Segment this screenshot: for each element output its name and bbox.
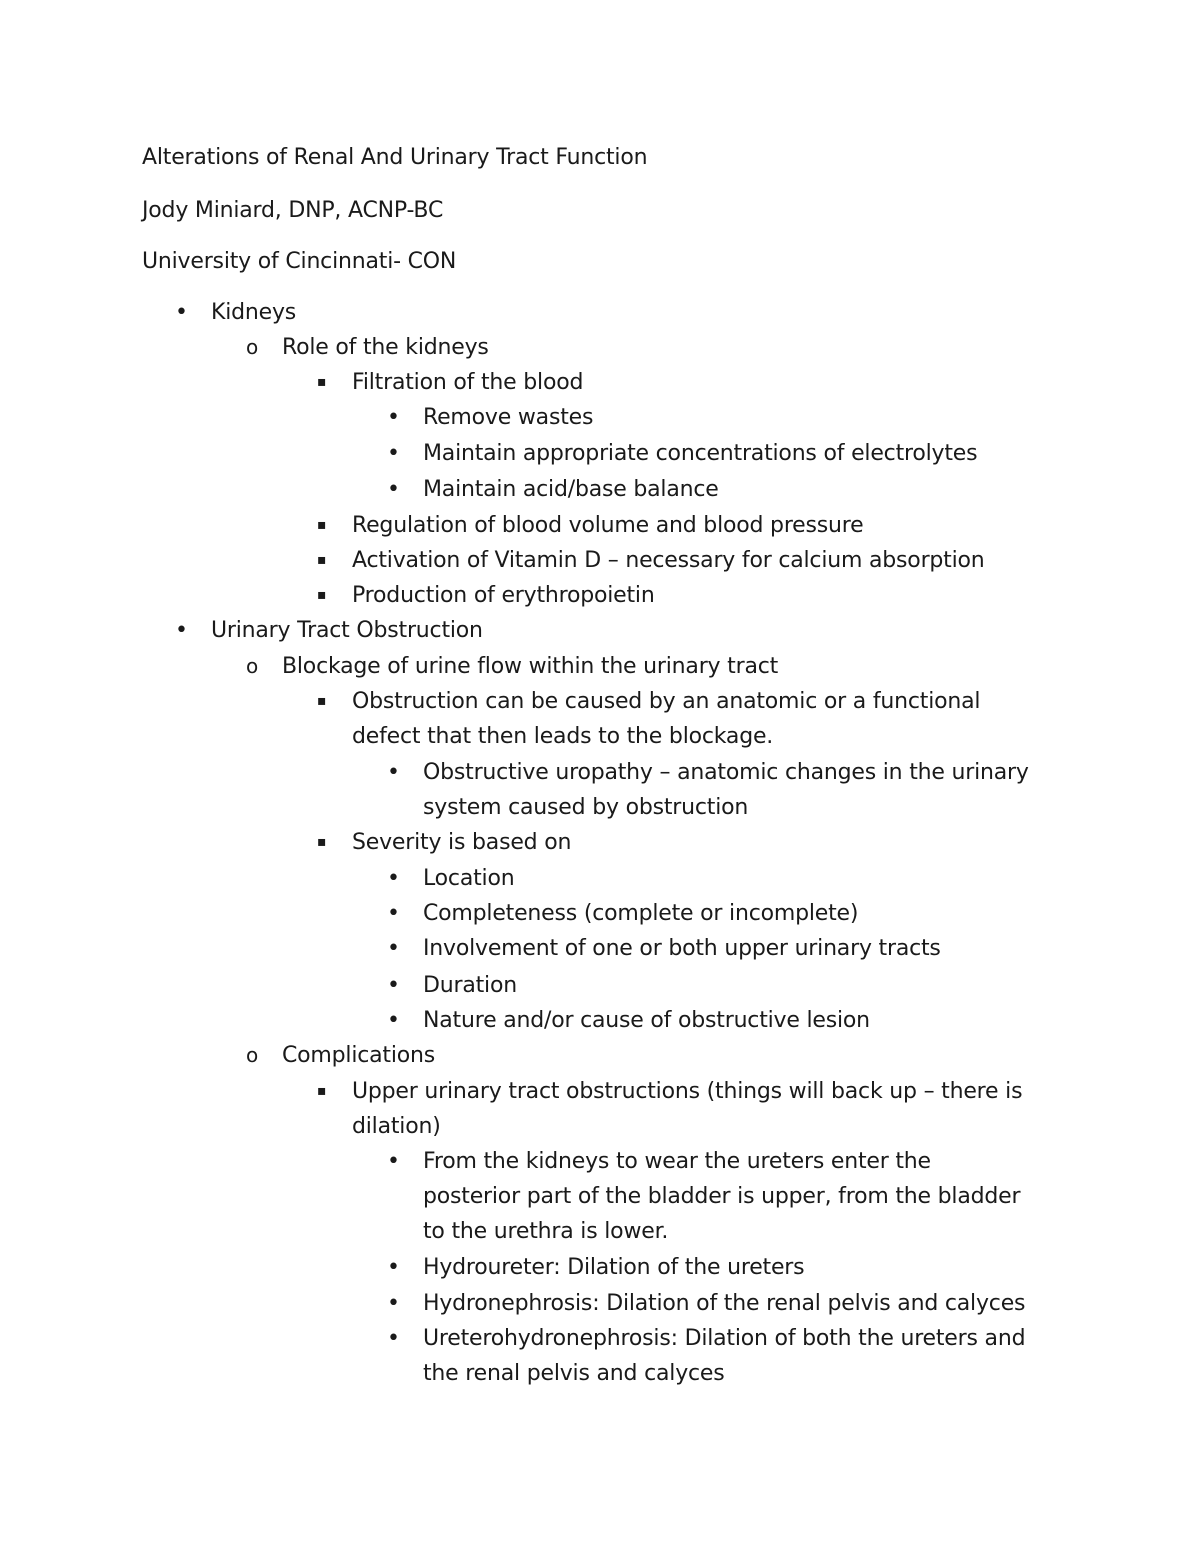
outline-item-from-line3: to the urethra is lower.: [423, 1219, 669, 1244]
outline-item-upper-line2: dilation): [352, 1114, 441, 1139]
outline-item-obstruction: Urinary Tract Obstruction: [211, 618, 483, 643]
author-line: Jody Miniard, DNP, ACNP-BC: [142, 198, 444, 223]
list-item: Maintain acid/base balance: [423, 477, 719, 502]
bullet-level4: •: [387, 866, 400, 891]
bullet-level4: •: [387, 1291, 400, 1316]
document-title: Alterations of Renal And Urinary Tract Function: [142, 145, 648, 170]
bullet-level3: ▪: [317, 517, 327, 533]
list-item: Remove wastes: [423, 405, 594, 430]
outline-item-from-line2: posterior part of the bladder is upper, from the bladder: [423, 1184, 1021, 1209]
outline-item-cause-line2: defect that then leads to the blockage.: [352, 724, 774, 749]
outline-item-kidneys: Kidneys: [211, 300, 297, 325]
bullet-level2: o: [246, 654, 259, 678]
outline-item-uropathy-line2: system caused by obstruction: [423, 795, 749, 820]
bullet-level4: •: [387, 477, 400, 502]
institution-line: University of Cincinnati- CON: [142, 249, 457, 274]
outline-item-role: Role of the kidneys: [282, 335, 489, 360]
bullet-level2: o: [246, 1043, 259, 1067]
list-item: Involvement of one or both upper urinary tracts: [423, 936, 941, 961]
bullet-level3: ▪: [317, 552, 327, 568]
outline-item-blockage: Blockage of urine flow within the urinary tract: [282, 654, 779, 679]
outline-item-hydronephrosis: Hydronephrosis: Dilation of the renal pelvis and calyces: [423, 1291, 1026, 1316]
bullet-level3: ▪: [317, 1083, 327, 1099]
bullet-level4: •: [387, 405, 400, 430]
bullet-level2: o: [246, 335, 259, 359]
list-item: Maintain appropriate concentrations of electrolytes: [423, 441, 978, 466]
bullet-level4: •: [387, 1326, 400, 1351]
bullet-level1: •: [175, 618, 188, 643]
outline-item-cause-line1: Obstruction can be caused by an anatomic or a functional: [352, 689, 981, 714]
outline-item-filtration: Filtration of the blood: [352, 370, 584, 395]
outline-item-ureterohydro-line1: Ureterohydronephrosis: Dilation of both the ureters and: [423, 1326, 1026, 1351]
list-item: Completeness (complete or incomplete): [423, 901, 859, 926]
bullet-level4: •: [387, 441, 400, 466]
bullet-level4: •: [387, 1255, 400, 1280]
outline-item-severity: Severity is based on: [352, 830, 572, 855]
bullet-level3: ▪: [317, 587, 327, 603]
outline-item-erythropoietin: Production of erythropoietin: [352, 583, 655, 608]
bullet-level4: •: [387, 1149, 400, 1174]
bullet-level4: •: [387, 936, 400, 961]
outline-item-regulation: Regulation of blood volume and blood pressure: [352, 513, 864, 538]
bullet-level3: ▪: [317, 834, 327, 850]
bullet-level4: •: [387, 901, 400, 926]
list-item: Duration: [423, 973, 517, 998]
bullet-level4: •: [387, 973, 400, 998]
outline-item-hydroureter: Hydroureter: Dilation of the ureters: [423, 1255, 805, 1280]
outline-item-vitamin-d: Activation of Vitamin D – necessary for calcium absorption: [352, 548, 985, 573]
outline-item-uropathy-line1: Obstructive uropathy – anatomic changes in the urinary: [423, 760, 1029, 785]
outline-item-upper-line1: Upper urinary tract obstructions (things will back up – there is: [352, 1079, 1023, 1104]
bullet-level1: •: [175, 300, 188, 325]
bullet-level3: ▪: [317, 693, 327, 709]
bullet-level4: •: [387, 760, 400, 785]
list-item: Nature and/or cause of obstructive lesion: [423, 1008, 870, 1033]
outline-item-ureterohydro-line2: the renal pelvis and calyces: [423, 1361, 725, 1386]
bullet-level4: •: [387, 1008, 400, 1033]
outline-item-complications: Complications: [282, 1043, 436, 1068]
bullet-level3: ▪: [317, 374, 327, 390]
outline-item-from-line1: From the kidneys to wear the ureters enter the: [423, 1149, 931, 1174]
list-item: Location: [423, 866, 515, 891]
